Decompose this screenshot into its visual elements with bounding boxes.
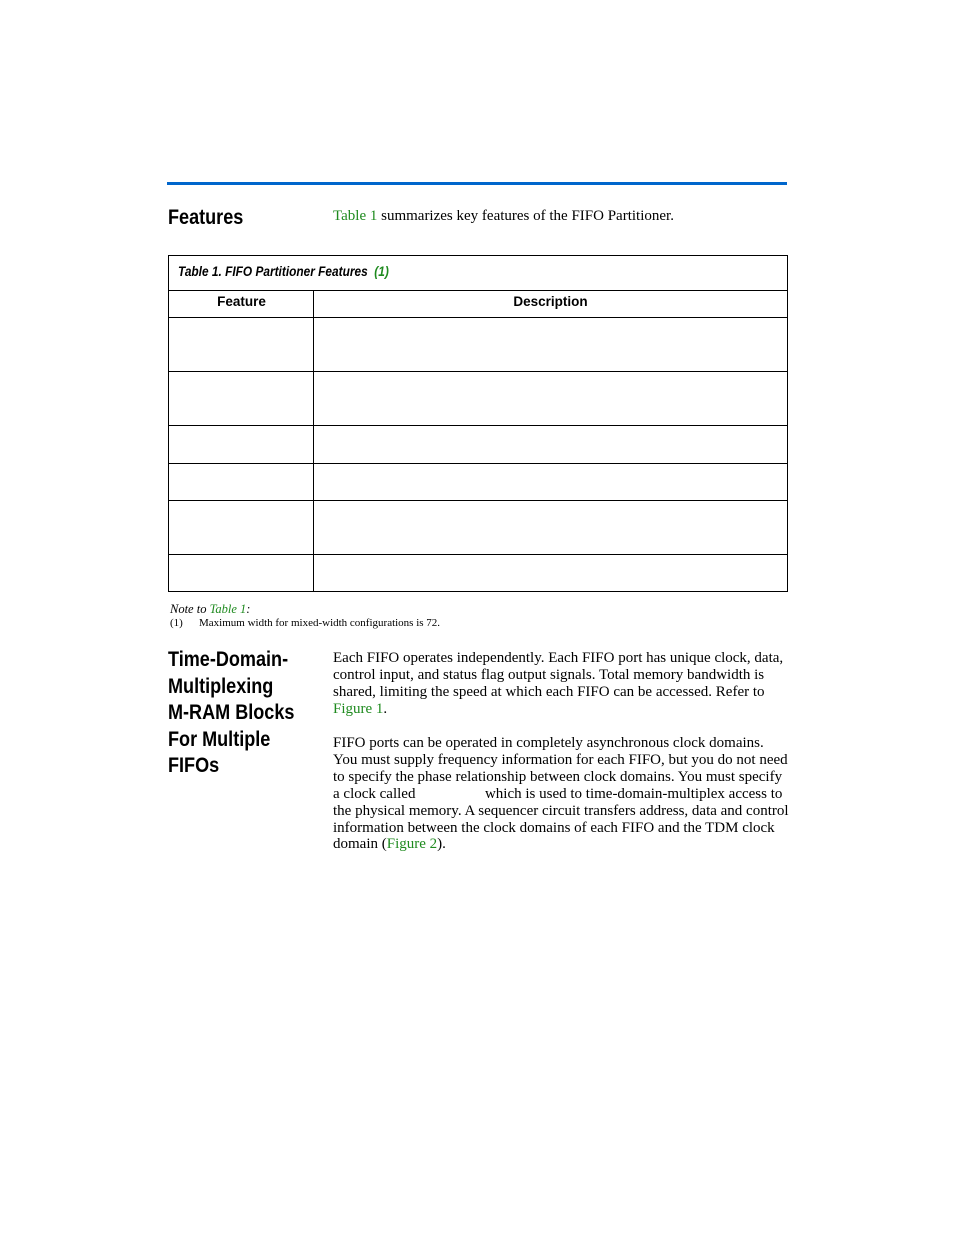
table-row bbox=[169, 425, 787, 426]
figure-2-link[interactable]: Figure 2 bbox=[386, 836, 438, 853]
tdm-paragraph-1-text: Each FIFO operates independently. Each FIFO port has unique clock, data, control input, and status flag output signals. Total memory bandwidth is shared, limiting the speed at which each FIFO can be accessed. Refer to bbox=[333, 650, 784, 700]
tdm-heading-line: Time-Domain- bbox=[168, 648, 289, 671]
table-note-colon: : bbox=[246, 602, 251, 616]
table-caption bbox=[169, 256, 787, 291]
column-header-description: Description bbox=[513, 294, 588, 309]
tdm-paragraph-2-text: FIFO ports can be operated in completely asynchronous clock domains. You must supply frequency information for each FIFO, but you do not need to specify the phase relationship between clock domains. You must specify a clock called bbox=[333, 735, 788, 802]
tdm-paragraph-2-text-cont: which is used to time-domain-multiplex access to the physical memory. A sequencer circuit transfers address, data and control information between the clock domains of each FIFO and the TDM clock domain ( bbox=[333, 785, 789, 853]
column-header-feature: Feature bbox=[217, 294, 266, 309]
tdm-paragraph-2-end: ). bbox=[437, 836, 446, 853]
features-heading: Features bbox=[168, 206, 244, 229]
table-caption-footnote-link[interactable]: (1) bbox=[374, 264, 389, 279]
tdm-heading-line: Multiplexing bbox=[168, 674, 274, 698]
tdm-heading bbox=[168, 647, 306, 780]
tdm-paragraph-1-end: . bbox=[383, 700, 388, 717]
table-note-link[interactable]: Table 1 bbox=[209, 602, 247, 616]
table-row bbox=[169, 463, 787, 464]
table-1-link[interactable]: Table 1 bbox=[333, 208, 378, 224]
features-table bbox=[168, 255, 788, 592]
tdm-heading-line: For Multiple bbox=[168, 727, 271, 751]
table-row bbox=[169, 371, 787, 372]
footnote-text: Maximum width for mixed-width configurations is 72. bbox=[199, 617, 441, 629]
tdm-heading-line: FIFOs bbox=[168, 754, 220, 777]
tdm-heading-line: M-RAM Blocks bbox=[168, 701, 295, 724]
features-intro-text: summarizes key features of the FIFO Partitioner. bbox=[377, 208, 674, 224]
table-row bbox=[169, 554, 787, 555]
figure-1-link[interactable]: Figure 1 bbox=[333, 700, 384, 717]
features-intro bbox=[333, 208, 789, 225]
table-note-label: Note to bbox=[170, 602, 210, 616]
table-row bbox=[169, 500, 787, 501]
tdm-paragraph-1 bbox=[333, 650, 789, 718]
table-header-row bbox=[169, 291, 787, 318]
header-rule bbox=[167, 182, 787, 185]
table-note bbox=[170, 602, 250, 617]
column-divider bbox=[313, 291, 314, 591]
tdm-paragraph-2 bbox=[333, 735, 789, 853]
table-caption-title: Table 1. FIFO Partitioner Features bbox=[178, 264, 368, 279]
footnote-number: (1) bbox=[170, 617, 183, 629]
